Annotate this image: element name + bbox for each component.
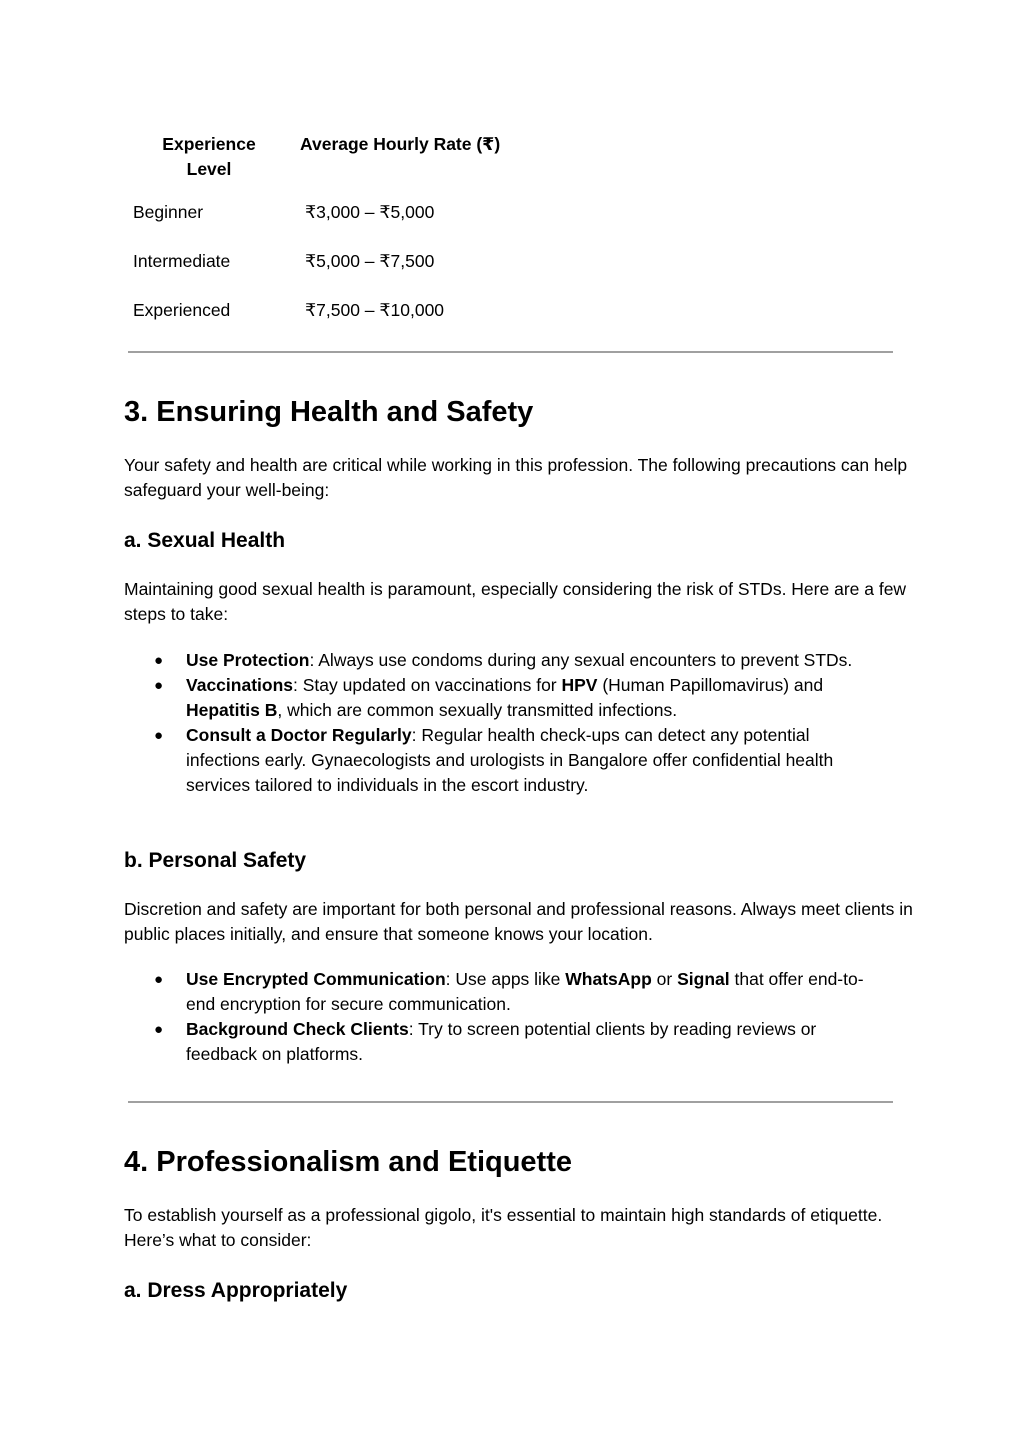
- list-item-text: or: [651, 969, 678, 989]
- list-item-text: : Use apps like: [445, 969, 566, 989]
- bullet-icon: ●: [154, 971, 164, 988]
- list-item-term: Background Check Clients: [186, 1019, 409, 1039]
- list-item-term: Consult a Doctor Regularly: [186, 725, 412, 745]
- personal-safety-list: [154, 967, 886, 1067]
- bullet-icon: ●: [154, 727, 164, 744]
- list-item-text: , which are common sexually transmitted infections.: [277, 700, 678, 720]
- subheading-dress-appropriately: a. Dress Appropriately: [124, 1279, 348, 1302]
- list-item-term: Use Encrypted Communication: [186, 969, 446, 989]
- sexual-health-list: [154, 648, 886, 798]
- table-cell-level: Experienced: [133, 300, 231, 320]
- list-item-text: : Regular health check-ups can detect any potential infections early. Gynaecologists and urologists in Bangalore offer confidential health services tailored to individuals in the escort industry.: [186, 725, 834, 795]
- list-item-emphasis: WhatsApp: [565, 969, 652, 989]
- subheading-personal-safety: b. Personal Safety: [124, 849, 307, 872]
- sexual-health-paragraph: Maintaining good sexual health is paramount, especially considering the risk of STDs. Here are a few steps to take:: [124, 579, 907, 624]
- list-item-term: Use Protection: [186, 650, 310, 670]
- table-header-hourly-rate: Average Hourly Rate (₹): [300, 134, 501, 154]
- list-item-emphasis: HPV: [561, 675, 598, 695]
- list-item-text: : Stay updated on vaccinations for: [293, 675, 562, 695]
- list-item: [154, 673, 886, 723]
- list-item-text: that offer end-to-end encryption for secure communication.: [186, 969, 864, 1014]
- list-item: [154, 967, 886, 1017]
- list-item-emphasis: Hepatitis B: [186, 700, 278, 720]
- bullet-icon: ●: [154, 1021, 164, 1038]
- section-intro-paragraph: To establish yourself as a professional gigolo, it's essential to maintain high standards of etiquette. Here’s what to consider:: [124, 1205, 883, 1250]
- list-item: [154, 1017, 886, 1067]
- list-item-text: : Try to screen potential clients by reading reviews or feedback on platforms.: [186, 1019, 817, 1064]
- bullet-icon: ●: [154, 652, 164, 669]
- personal-safety-paragraph: Discretion and safety are important for both personal and professional reasons. Always meet clients in public places initially, and ensure that someone knows your location.: [124, 899, 913, 944]
- table-header-experience-level: Experience Level: [162, 134, 256, 179]
- horizontal-rule: [128, 1101, 893, 1103]
- section-intro-paragraph: Your safety and health are critical while working in this profession. The following precautions can help safeguard your well-being:: [124, 455, 908, 500]
- list-item-text: (Human Papillomavirus) and: [597, 675, 824, 695]
- list-item: [154, 723, 886, 798]
- table-cell-rate: ₹3,000 – ₹5,000: [305, 202, 435, 222]
- horizontal-rule: [128, 351, 893, 353]
- table-cell-rate: ₹7,500 – ₹10,000: [305, 300, 445, 320]
- section-heading-health-safety: 3. Ensuring Health and Safety: [124, 396, 534, 428]
- table-cell-rate: ₹5,000 – ₹7,500: [305, 251, 435, 271]
- list-item-emphasis: Signal: [677, 969, 730, 989]
- list-item-term: Vaccinations: [186, 675, 293, 695]
- bullet-icon: ●: [154, 677, 164, 694]
- section-heading-professionalism: 4. Professionalism and Etiquette: [124, 1146, 572, 1178]
- list-item-text: : Always use condoms during any sexual encounters to prevent STDs.: [309, 650, 853, 670]
- list-item: [154, 648, 886, 673]
- table-cell-level: Intermediate: [133, 251, 231, 271]
- subheading-sexual-health: a. Sexual Health: [124, 529, 286, 552]
- table-cell-level: Beginner: [133, 202, 204, 222]
